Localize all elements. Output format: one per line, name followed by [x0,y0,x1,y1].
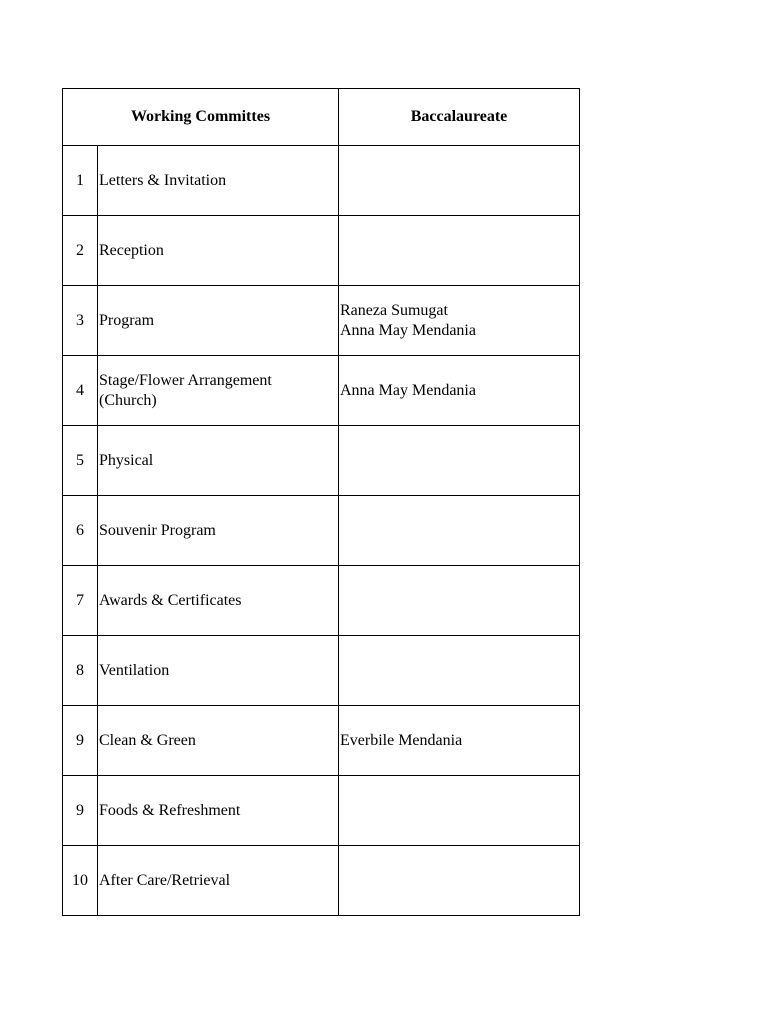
committee-name: Program [98,286,339,356]
table-row [63,846,580,916]
baccalaureate-assignee [339,566,580,636]
baccalaureate-assignee: Anna May Mendania [339,356,580,426]
table-row [63,706,580,776]
row-number: 1 [63,146,98,216]
table-row [63,286,580,356]
baccalaureate-assignee [339,426,580,496]
committee-name: Awards & Certificates [98,566,339,636]
row-number: 8 [63,636,98,706]
row-number: 4 [63,356,98,426]
row-number: 10 [63,846,98,916]
row-number: 3 [63,286,98,356]
row-number: 9 [63,706,98,776]
row-number: 2 [63,216,98,286]
table-row [63,566,580,636]
baccalaureate-assignee [339,146,580,216]
committees-table [62,88,580,916]
baccalaureate-assignee [339,216,580,286]
baccalaureate-assignee [339,846,580,916]
committee-name: Clean & Green [98,706,339,776]
table-row [63,356,580,426]
baccalaureate-assignee [339,776,580,846]
baccalaureate-assignee: Raneza Sumugat Anna May Mendania [339,286,580,356]
row-number: 7 [63,566,98,636]
committee-name: Reception [98,216,339,286]
committee-name: After Care/Retrieval [98,846,339,916]
committee-name: Ventilation [98,636,339,706]
table-row [63,146,580,216]
committee-name: Souvenir Program [98,496,339,566]
table-row [63,426,580,496]
row-number: 9 [63,776,98,846]
header-working-committees: Working Committes [63,89,339,146]
baccalaureate-assignee: Everbile Mendania [339,706,580,776]
table-row [63,776,580,846]
baccalaureate-assignee [339,496,580,566]
table-row [63,496,580,566]
header-baccalaureate: Baccalaureate [339,89,580,146]
table-header-row [63,89,580,146]
row-number: 6 [63,496,98,566]
committee-name: Physical [98,426,339,496]
committee-name: Letters & Invitation [98,146,339,216]
committee-name: Foods & Refreshment [98,776,339,846]
baccalaureate-assignee [339,636,580,706]
table-row [63,636,580,706]
row-number: 5 [63,426,98,496]
committee-name: Stage/Flower Arrangement (Church) [98,356,339,426]
table-row [63,216,580,286]
